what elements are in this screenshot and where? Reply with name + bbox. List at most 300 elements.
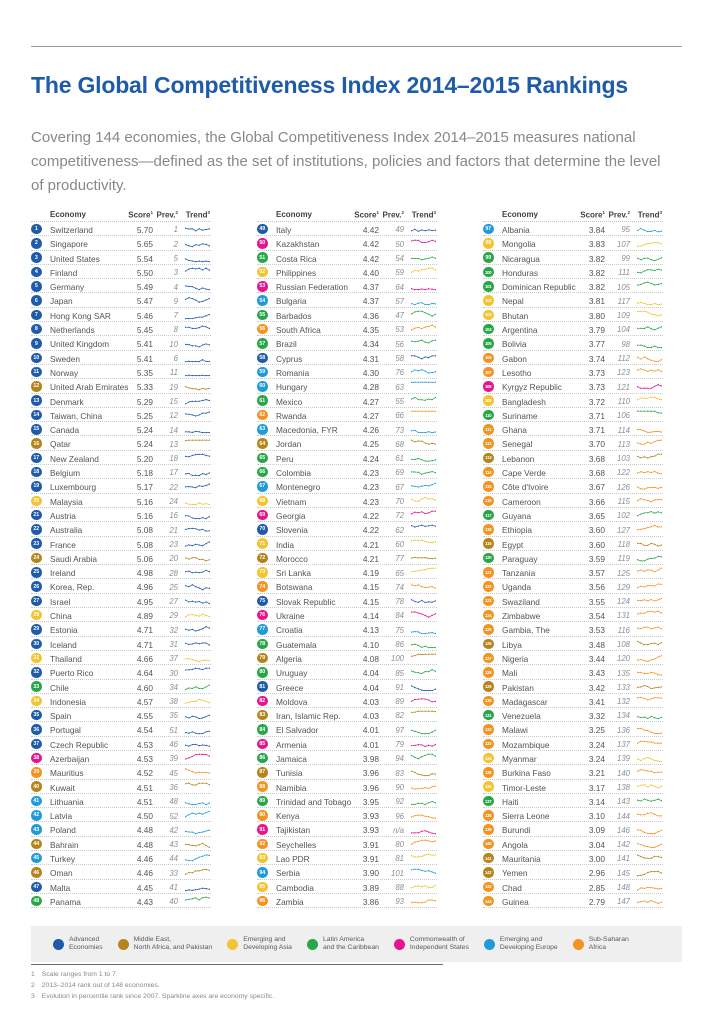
economy-name: Côte d'Ivoire (502, 482, 549, 493)
economy-score: 3.91 (362, 839, 379, 850)
rank-badge: 18 (31, 467, 42, 478)
economy-name: Romania (276, 367, 310, 378)
table-row (31, 651, 211, 665)
economy-score: 3.91 (362, 854, 379, 865)
trend-sparkline (185, 396, 210, 406)
economy-name: Senegal (502, 439, 533, 450)
rank-badge: 58 (257, 353, 268, 364)
table-row (31, 394, 211, 408)
trend-sparkline (185, 767, 210, 777)
table-row (31, 236, 211, 250)
trend-sparkline (411, 567, 436, 577)
economy-name: Tanzania (502, 568, 536, 579)
rank-badge: 114 (483, 467, 494, 478)
table-row (31, 308, 211, 322)
economy-name: Thailand (50, 653, 82, 664)
economy-name: Venezuela (502, 711, 541, 722)
economy-name: Colombia (276, 468, 312, 479)
trend-sparkline (637, 553, 662, 563)
economy-name: Estonia (50, 625, 78, 636)
rank-badge: 44 (31, 839, 42, 850)
table-row (31, 279, 211, 293)
trend-sparkline (637, 281, 662, 291)
rank-badge: 134 (483, 753, 494, 764)
table-row (257, 594, 437, 608)
rank-badge: 13 (31, 395, 42, 406)
rank-column-2 (257, 208, 437, 908)
rank-badge: 110 (483, 410, 494, 421)
trend-sparkline (411, 610, 436, 620)
table-row (31, 708, 211, 722)
rank-badge: 75 (257, 596, 268, 607)
trend-sparkline (185, 710, 210, 720)
trend-sparkline (411, 796, 436, 806)
economy-prev-rank: 91 (395, 682, 404, 692)
table-row (483, 708, 663, 722)
table-row (483, 594, 663, 608)
economy-name: Botswana (276, 582, 313, 593)
economy-prev-rank: 53 (395, 325, 404, 335)
economy-score: 3.53 (588, 625, 605, 636)
column-header (31, 208, 211, 222)
economy-prev-rank: 9 (173, 296, 178, 306)
rank-badge: 113 (483, 453, 494, 464)
trend-sparkline (185, 296, 210, 306)
economy-name: Uruguay (276, 668, 308, 679)
economy-name: Germany (50, 282, 85, 293)
trend-sparkline (637, 739, 662, 749)
economy-name: Lithuania (50, 796, 84, 807)
trend-sparkline (185, 510, 210, 520)
economy-score: 4.21 (362, 553, 379, 564)
economy-prev-rank: 36 (169, 782, 178, 792)
table-row (257, 708, 437, 722)
economy-score: 4.03 (362, 696, 379, 707)
rank-badge: 129 (483, 681, 494, 692)
table-row (257, 565, 437, 579)
table-row (257, 794, 437, 808)
trend-sparkline (637, 753, 662, 763)
economy-score: 4.26 (362, 425, 379, 436)
rank-badge: 107 (483, 367, 494, 378)
rank-badge: 90 (257, 810, 268, 821)
economy-name: Argentina (502, 325, 538, 336)
economy-prev-rank: 82 (395, 711, 404, 721)
rank-badge: 125 (483, 624, 494, 635)
header-prev: Prev.$^2$ (382, 210, 404, 220)
economy-prev-rank: 97 (395, 725, 404, 735)
trend-sparkline (637, 424, 662, 434)
economy-prev-rank: 99 (621, 253, 630, 263)
economy-prev-rank: 8 (173, 325, 178, 335)
trend-sparkline (411, 896, 436, 906)
economy-score: 5.20 (136, 453, 153, 464)
rank-badge: 28 (31, 610, 42, 621)
table-row (483, 265, 663, 279)
table-row (257, 508, 437, 522)
trend-sparkline (185, 310, 210, 320)
economy-prev-rank: 95 (621, 225, 630, 235)
table-row (31, 837, 211, 851)
rank-badge: 87 (257, 767, 268, 778)
economy-name: Bahrain (50, 839, 79, 850)
rank-badge: 68 (257, 496, 268, 507)
table-row (31, 608, 211, 622)
table-row (483, 880, 663, 894)
legend-label: Middle East, North Africa, and Pakistan (133, 935, 213, 951)
trend-sparkline (637, 324, 662, 334)
rank-badge: 115 (483, 481, 494, 492)
table-row (31, 379, 211, 393)
trend-sparkline (637, 396, 662, 406)
economy-score: 3.09 (588, 825, 605, 836)
legend-dot-icon (227, 939, 238, 950)
trend-sparkline (185, 224, 210, 234)
economy-prev-rank: 77 (395, 554, 404, 564)
economy-prev-rank: 105 (616, 282, 630, 292)
trend-sparkline (411, 410, 436, 420)
rank-badge: 25 (31, 567, 42, 578)
economy-score: 3.54 (588, 611, 605, 622)
economy-prev-rank: 15 (169, 396, 178, 406)
trend-sparkline (637, 224, 662, 234)
economy-name: Cameroon (502, 496, 541, 507)
rank-badge: 124 (483, 610, 494, 621)
rank-badge: 59 (257, 367, 268, 378)
economy-score: 3.68 (588, 453, 605, 464)
economy-prev-rank: 88 (395, 883, 404, 893)
economy-name: Lao PDR (276, 854, 310, 865)
economy-score: 4.55 (136, 711, 153, 722)
economy-name: Croatia (276, 625, 303, 636)
rank-badge: 142 (483, 867, 494, 878)
rank-badge: 8 (31, 324, 42, 335)
economy-prev-rank: 4 (173, 282, 178, 292)
table-row (257, 694, 437, 708)
trend-sparkline (411, 381, 436, 391)
economy-prev-rank: 14 (169, 425, 178, 435)
legend-dot-icon (118, 939, 129, 950)
economy-name: Kyrgyz Republic (502, 382, 562, 393)
trend-sparkline (411, 753, 436, 763)
rank-badge: 9 (31, 338, 42, 349)
economy-prev-rank: 43 (169, 840, 178, 850)
rank-badge: 22 (31, 524, 42, 535)
trend-sparkline (637, 682, 662, 692)
economy-score: 4.27 (362, 410, 379, 421)
economy-score: 5.16 (136, 496, 153, 507)
rank-badge: 133 (483, 739, 494, 750)
economy-name: Algeria (276, 653, 302, 664)
trend-sparkline (411, 582, 436, 592)
economy-prev-rank: 125 (616, 568, 630, 578)
trend-sparkline (185, 496, 210, 506)
economy-score: 4.01 (362, 725, 379, 736)
economy-name: Korea, Rep. (50, 582, 95, 593)
rows-2 (257, 222, 437, 908)
economy-prev-rank: 113 (617, 439, 630, 449)
table-row (31, 222, 211, 236)
economy-prev-rank: 56 (395, 339, 404, 349)
economy-score: 3.79 (588, 325, 605, 336)
legend-item-mena (118, 936, 213, 953)
economy-prev-rank: 66 (395, 411, 404, 421)
economy-name: Belgium (50, 468, 80, 479)
economy-name: Bolivia (502, 339, 527, 350)
economy-score: 5.46 (136, 310, 153, 321)
trend-sparkline (185, 610, 210, 620)
trend-sparkline (411, 424, 436, 434)
table-row (31, 408, 211, 422)
table-row (31, 880, 211, 894)
economy-prev-rank: 20 (169, 554, 178, 564)
trend-sparkline (637, 353, 662, 363)
economy-score: 5.33 (136, 382, 153, 393)
trend-sparkline (185, 353, 210, 363)
economy-name: South Africa (276, 325, 321, 336)
economy-score: 4.22 (362, 525, 379, 536)
economy-score: 3.80 (588, 310, 605, 321)
economy-prev-rank: 25 (169, 582, 178, 592)
trend-sparkline (185, 639, 210, 649)
trend-sparkline (185, 324, 210, 334)
economy-prev-rank: 108 (616, 640, 630, 649)
table-row (483, 322, 663, 336)
economy-prev-rank: 6 (173, 354, 178, 364)
economy-score: 3.60 (588, 525, 605, 536)
trend-sparkline (185, 839, 210, 849)
rank-badge: 103 (483, 310, 494, 321)
economy-name: Guatemala (276, 639, 317, 650)
economy-prev-rank: 140 (616, 768, 630, 778)
rank-badge: 144 (483, 896, 494, 907)
legend-item-asia (227, 936, 292, 953)
table-row (257, 837, 437, 851)
rank-badge: 32 (31, 667, 42, 678)
economy-name: United Arab Emirates (50, 382, 129, 393)
table-row (483, 894, 663, 908)
table-row (257, 751, 437, 765)
economy-score: 3.82 (588, 282, 605, 293)
table-row (31, 851, 211, 865)
economy-prev-rank: 50 (395, 239, 404, 249)
economy-score: 4.23 (362, 468, 379, 479)
economy-name: Ukraine (276, 611, 305, 622)
economy-prev-rank: 109 (616, 311, 630, 321)
trend-sparkline (637, 238, 662, 248)
table-row (257, 422, 437, 436)
economy-score: 3.73 (588, 382, 605, 393)
trend-sparkline (185, 667, 210, 677)
economy-prev-rank: 139 (616, 754, 630, 764)
rank-badge: 70 (257, 524, 268, 535)
table-row (257, 236, 437, 250)
trend-sparkline (637, 825, 662, 835)
table-row (483, 222, 663, 236)
economy-prev-rank: 2 (173, 239, 178, 249)
economy-name: Netherlands (50, 325, 95, 336)
rank-badge: 102 (483, 295, 494, 306)
footnote: 3 Evolution in percentile rank since 2007. Sparkline axes are economy specific. (31, 992, 275, 1000)
economy-score: 3.25 (588, 725, 605, 736)
trend-sparkline (411, 539, 436, 549)
economy-score: 3.74 (588, 353, 605, 364)
rank-badge: 143 (483, 882, 494, 893)
economy-name: Dominican Republic (502, 282, 576, 293)
trend-sparkline (637, 696, 662, 706)
trend-sparkline (411, 396, 436, 406)
trend-sparkline (411, 253, 436, 263)
economy-prev-rank: 70 (395, 497, 404, 507)
economy-name: Lesotho (502, 367, 532, 378)
economy-prev-rank: 129 (616, 582, 630, 592)
economy-prev-rank: 76 (395, 368, 404, 378)
legend-item-adv (53, 936, 103, 953)
trend-sparkline (637, 496, 662, 506)
economy-prev-rank: 46 (169, 740, 178, 750)
trend-sparkline (637, 853, 662, 863)
economy-prev-rank: 136 (616, 725, 630, 735)
economy-score: 4.50 (136, 811, 153, 822)
table-row (483, 465, 663, 479)
rank-badge: 31 (31, 653, 42, 664)
economy-prev-rank: 58 (395, 354, 404, 364)
trend-sparkline (637, 339, 662, 349)
economy-score: 3.68 (588, 468, 605, 479)
rank-badge: 127 (483, 653, 494, 664)
legend-label: Sub-Saharan Africa (588, 935, 629, 951)
economy-prev-rank: 78 (395, 597, 404, 607)
economy-prev-rank: 126 (616, 482, 630, 492)
rank-badge: 26 (31, 581, 42, 592)
rank-badge: 119 (483, 538, 494, 549)
footnotes (31, 970, 274, 1002)
trend-sparkline (411, 224, 436, 234)
economy-name: Kazakhstan (276, 239, 320, 250)
economy-prev-rank: 7 (173, 311, 178, 321)
economy-name: New Zealand (50, 453, 99, 464)
economy-score: 4.71 (136, 625, 153, 636)
economy-score: 3.24 (588, 753, 605, 764)
economy-prev-rank: 137 (616, 740, 630, 750)
table-row (31, 293, 211, 307)
economy-score: 4.14 (362, 611, 379, 622)
rank-badge: 10 (31, 353, 42, 364)
economy-prev-rank: 41 (169, 883, 178, 893)
table-row (483, 422, 663, 436)
trend-sparkline (411, 710, 436, 720)
table-row (483, 551, 663, 565)
economy-prev-rank: 147 (616, 897, 630, 907)
trend-sparkline (185, 868, 210, 878)
rank-badge: 7 (31, 310, 42, 321)
trend-sparkline (411, 825, 436, 835)
economy-score: 4.35 (362, 325, 379, 336)
table-row (483, 537, 663, 551)
economy-name: Hong Kong SAR (50, 310, 111, 321)
economy-name: Costa Rica (276, 253, 317, 264)
economy-prev-rank: 45 (169, 768, 178, 778)
table-row (257, 522, 437, 536)
economy-name: Slovak Republic (276, 596, 336, 607)
economy-prev-rank: 86 (395, 640, 404, 649)
table-row (31, 451, 211, 465)
rank-badge: 46 (31, 867, 42, 878)
table-row (31, 322, 211, 336)
economy-name: Chile (50, 682, 69, 693)
trend-sparkline (411, 839, 436, 849)
economy-score: 4.31 (362, 353, 379, 364)
rank-badge: 27 (31, 596, 42, 607)
economy-score: 4.45 (136, 882, 153, 893)
economy-score: 5.24 (136, 439, 153, 450)
trend-sparkline (185, 810, 210, 820)
economy-name: El Salvador (276, 725, 319, 736)
trend-sparkline (185, 782, 210, 792)
trend-sparkline (637, 639, 662, 649)
table-row (31, 565, 211, 579)
table-row (31, 508, 211, 522)
economy-score: 2.96 (588, 868, 605, 879)
economy-name: Taiwan, China (50, 410, 103, 421)
table-row (257, 822, 437, 836)
rank-badge: 105 (483, 338, 494, 349)
table-row (483, 751, 663, 765)
economy-score: 5.41 (136, 339, 153, 350)
economy-name: Mozambique (502, 739, 550, 750)
rank-badge: 55 (257, 310, 268, 321)
rank-badge: 61 (257, 395, 268, 406)
economy-score: 3.10 (588, 811, 605, 822)
intro-paragraph: Covering 144 economies, the Global Competitiveness Index 2014–2015 measures national competitiveness—defined as the set of institutions, policies and factors that determine the level of productivity. (31, 129, 661, 194)
header-economy: Economy (276, 210, 313, 219)
economy-score: 4.23 (362, 482, 379, 493)
economy-name: Kuwait (50, 782, 75, 793)
economy-score: 4.08 (362, 653, 379, 664)
economy-score: 3.82 (588, 267, 605, 278)
trend-sparkline (411, 739, 436, 749)
rank-badge: 5 (31, 281, 42, 292)
economy-prev-rank: 33 (169, 868, 178, 878)
economy-prev-rank: 5 (173, 253, 178, 263)
rank-badge: 77 (257, 624, 268, 635)
trend-sparkline (185, 625, 210, 635)
economy-name: Uganda (502, 582, 532, 593)
economy-score: 5.50 (136, 267, 153, 278)
economy-name: Moldova (276, 696, 308, 707)
legend-label: Emerging and Developing Europe (499, 935, 558, 951)
trend-sparkline (185, 439, 210, 449)
trend-sparkline (185, 553, 210, 563)
economy-name: Mali (502, 668, 518, 679)
economy-name: Pakistan (502, 682, 534, 693)
trend-sparkline (411, 882, 436, 892)
legend-dot-icon (53, 939, 64, 950)
legend-item-cis (394, 936, 469, 953)
rank-badge: 50 (257, 238, 268, 249)
trend-sparkline (637, 896, 662, 906)
rank-badge: 80 (257, 667, 268, 678)
rank-badge: 62 (257, 410, 268, 421)
table-row (483, 336, 663, 350)
economy-score: 4.40 (362, 267, 379, 278)
economy-name: Singapore (50, 239, 88, 250)
economy-name: Jamaica (276, 753, 307, 764)
rank-badge: 36 (31, 724, 42, 735)
economy-score: 3.77 (588, 339, 605, 350)
economy-prev-rank: 52 (169, 811, 178, 821)
trend-sparkline (411, 696, 436, 706)
